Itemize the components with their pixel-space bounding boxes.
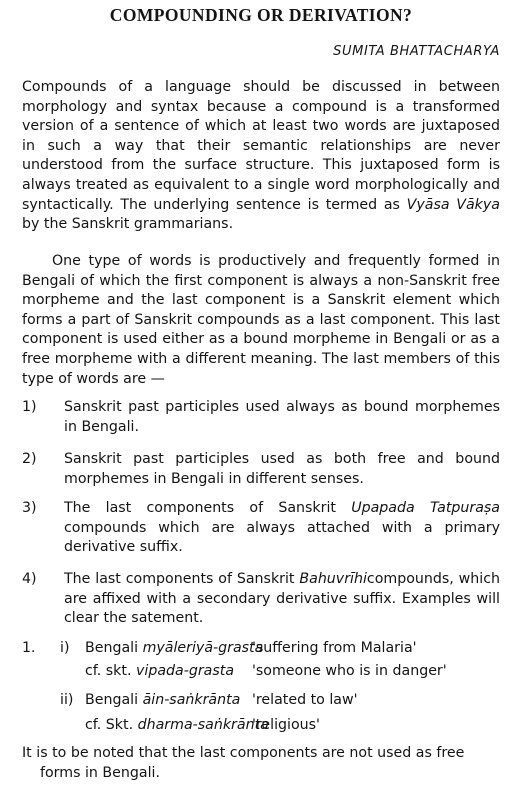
paragraph-intro-end: by the Sanskrit grammarians. [22, 216, 234, 233]
example-language: cf. skt. [85, 663, 132, 679]
example-word: āin-saṅkrānta [142, 692, 241, 708]
example-gloss: 'religious' [252, 717, 320, 733]
list-item-number: 4) [22, 571, 37, 587]
list-item-text: Sanskrit past participles used always as bound morphemes in Bengali. [64, 399, 500, 435]
example-word: dharma-saṅkrānta [137, 717, 269, 733]
closing-note: It is to be noted that the last components are not used as free forms in Bengali. [22, 745, 465, 781]
list-item-text-pre: The last components of Sanskrit [64, 500, 336, 516]
paragraph-intro-text: Compounds of a language should be discussed in between morphology and syntax because a compound is a transformed version of a sentence of which at least two words are juxtaposed in such a way that their semantic relationships are never understood from the surface structure. This juxtaposed form is always treated as equivalent to a single word morphologically and syntactically. The underlying sentence is termed as [22, 79, 500, 213]
list-item-number: 3) [22, 500, 37, 516]
example-language: Bengali [85, 692, 139, 708]
example-number: 1. [22, 640, 36, 656]
example-gloss: 'someone who is in danger' [252, 663, 447, 679]
list-item-text: Sanskrit past participles used as both free and bound morphemes in Bengali in different senses. [64, 451, 500, 487]
example-gloss: 'suffering from Malaria' [252, 640, 417, 656]
author-name: SUMITA BHATTACHARYA [333, 44, 500, 59]
list-item-term: Bahuvrīhi [299, 571, 367, 587]
list-item-number: 1) [22, 399, 37, 415]
example-language: cf. Skt. [85, 717, 134, 733]
example-term [85, 639, 263, 659]
example-subnumber: ii) [60, 692, 74, 708]
list-item-term: Upapada Tatpuraṣa [351, 500, 500, 516]
list-item-text-post: compounds, which are affixed with a secondary derivative suffix. Examples will clear the satement. [64, 571, 501, 627]
example-row [22, 691, 500, 711]
example-term [85, 716, 269, 736]
example-term [85, 691, 240, 711]
list-item-text-pre: The last components of Sanskrit [64, 571, 295, 587]
paragraph-second: One type of words is productively and frequently formed in Bengali of which the first component is always a non-Sanskrit free morpheme and the last component is a Sanskrit element which forms a part of Sanskrit compounds as a last component. This last component is used either as a bound morpheme in Bengali or as a free morpheme with a different meaning. The last members of this type of words are — [22, 253, 500, 387]
example-term [85, 662, 234, 682]
paragraph-intro [22, 78, 500, 235]
list-item-text [64, 570, 500, 629]
example-language: Bengali [85, 640, 139, 656]
example-subnumber: i) [60, 640, 70, 656]
list-item-text-post: compounds which are always attached with a primary derivative suffix. [64, 519, 500, 556]
example-word: vipada-grasta [135, 663, 235, 679]
example-row [22, 639, 500, 659]
paragraph-intro-term: Vyāsa Vākya [406, 196, 500, 213]
list-item-number: 2) [22, 451, 37, 467]
example-word: myāleriyā-grasta [142, 640, 264, 656]
example-row [22, 716, 500, 736]
article-title: COMPOUNDING OR DERIVATION? [109, 5, 413, 25]
example-row [22, 662, 500, 682]
list-item-text [64, 499, 500, 558]
example-gloss: 'related to law' [252, 692, 358, 708]
